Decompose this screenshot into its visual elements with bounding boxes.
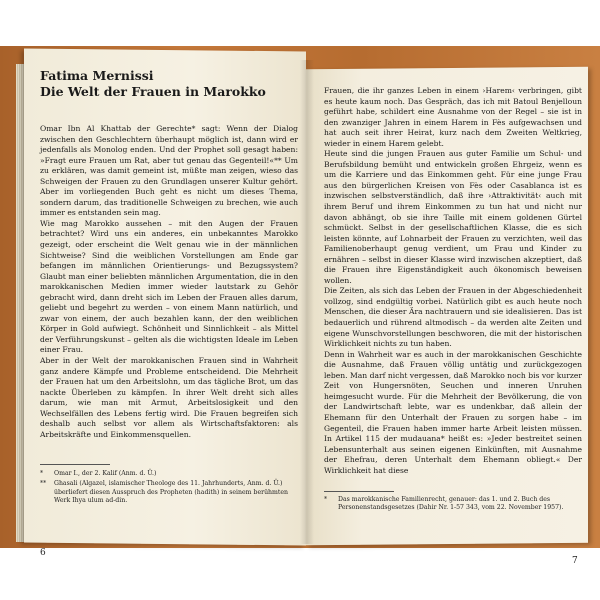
book-spine — [300, 60, 314, 544]
page-number-left: 6 — [40, 548, 46, 558]
footnote-text: Omar I., der 2. Kalif (Anm. d. Ü.) — [54, 470, 157, 477]
footnote — [40, 480, 298, 505]
footnote-text: Das marokkanische Familienrecht, genauer: das 1. und 2. Buch des Personenstandsgesetzes (Dahir Nr. 1-57 343, vom 22. November 1957). — [338, 496, 564, 512]
paragraph: Die Zeiten, als sich das Leben der Frauen in der Abgeschiedenheit vollzog, sind endgültig vorbei. Natürlich gibt es auch heute noch Menschen, die dieser Ära nachtrauern und sie idealisieren. Das ist bedauerlich und rührend altmodisch – da werden alte Zeiten und eigene Wunschvorstellungen beschworen, die mit der historischen Wirklichkeit nichts zu tun haben. — [324, 286, 582, 349]
right-page-content — [324, 86, 582, 476]
paragraph: Wie mag Marokko aussehen – mit den Augen der Frauen betrachtet? Wird uns ein anderes, ein unbekanntes Marokko gezeigt, oder erscheint die Welt genau wie in der männlichen Sichtweise? Sind die weiblichen Vorstellungen am Ende gar befangen im männlichen Orientierungs- und Bezugssystem? Glaubt man einer beliebten männlichen Argumentation, die in den marokkanischen Medien immer wieder lautstark zu Gehör gebracht wird, dann dreht sich im Leben der Frauen alles darum, geliebt und begehrt zu werden – von einem Mann natürlich, und zwar von einem, der auch bezahlen kann, der den weiblichen Körper in Gold aufwiegt. Schönheit und Sinnlichkeit – als Mittel der Verführungskunst – gelten als die wichtigsten Ideale im Leben einer Frau. — [40, 218, 298, 355]
paragraph: Aber in der Welt der marokkanischen Frauen sind in Wahrheit ganz andere Kämpfe und Probleme entscheidend. Die Mehrheit der Frauen hat um den Arbeitslohn, um das tägliche Brot, um das nackte Überleben zu kämpfen. In ihrer Welt dreht sich alles darum, wie man mit Armut, Arbeitslosigkeit und den Wechselfällen des Lebens fertig wird. Die Frauen begreifen sich deshalb auch selbst vor allem als Wirtschaftsfaktoren: als Arbeitskräfte und Einkommensquellen. — [40, 356, 298, 439]
footnote-rule — [324, 491, 394, 492]
footnote — [40, 470, 298, 478]
chapter-title: Die Welt der Frauen in Marokko — [40, 84, 266, 99]
right-body-text — [324, 86, 582, 476]
open-book — [10, 50, 588, 566]
footnote-rule — [40, 464, 110, 465]
left-footnotes — [40, 470, 298, 508]
footnote-mark: * — [324, 496, 328, 503]
footnote-text: Ghasali (Algazel, islamischer Theologe des 11. Jahrhunderts, Anm. d. Ü.) überliefert diesen Ausspruch des Propheten (hadith) in seinem berühmten Werk Ihya ulum ad-din. — [54, 480, 289, 505]
paragraph: Denn in Wahrheit war es auch in der marokkanischen Geschichte die Ausnahme, daß Frauen völlig untätig und zurückgezogen leben. Man darf nicht vergessen, daß Marokko noch bis vor kurzer Zeit von Hungersnöten, Seuchen und inneren Unruhen heimgesucht wurde. Für die Mehrheit der Bevölkerung, die von der Landwirtschaft lebte, war es undenkbar, daß allein der Ehemann für den Unterhalt der Frauen zu sorgen habe – im Gegenteil, die Frauen haben immer harte Arbeit leisten müssen. In Artikel 115 der mudauana* heißt es: »Jeder bestreitet seinen Lebensunterhalt aus seinen eigenen Einkünften, mit Ausnahme der Ehefrau, deren Unterhalt dem Ehemann obliegt.« Der Wirklichkeit hat diese — [324, 349, 582, 475]
paragraph: Heute sind die jungen Frauen aus guter Familie um Schul- und Berufsbildung bemüht und entwickeln großen Ehrgeiz, wenn es um die Karriere und das Einkommen geht. Für eine junge Frau aus den bürgerlichen Kreisen von Fès oder Casablanca ist es inzwischen selbstverständlich, daß ihre ›Attraktivität‹ auch mit ihrem Beruf und ihrem Einkommen zu tun hat und nicht nur davon abhängt, ob sie ihre Taille mit einem goldenen Gürtel schmückt. Selbst in der gesellschaftlichen Klasse, die es sich leisten könnte, auf Lohnarbeit der Frauen zu verzichten, weil das Familienoberhaupt genug verdient, um Frau und Kinder zu ernähren – selbst in dieser Klasse wird inzwischen akzeptiert, daß die Frauen ihre Eigenständigkeit auch ökonomisch beweisen wollen. — [324, 149, 582, 285]
author-name: Fatima Mernissi — [40, 68, 154, 83]
left-page-content — [40, 68, 298, 440]
footnote-mark: ** — [40, 480, 47, 488]
left-body-text — [40, 124, 298, 440]
paragraph: Omar Ibn Al Khattab der Gerechte* sagt: Wenn der Dialog zwischen den Geschlechtern überhaupt möglich ist, dann wird er jedenfalls als Monolog enden. Und der Prophet soll gesagt haben: »Fragt eure Frauen um Rat, aber tut genau das Gegenteil!«** Um zu erklären, was damit gemeint ist, müßte man zeigen, wieso das Schweigen der Frauen zu den Grundlagen unserer Kultur gehört. Aber im vorliegenden Buch geht es nicht um dieses Thema, sondern darum, das traditionelle Schweigen zu brechen, wie auch immer es entstanden sein mag. — [40, 124, 298, 218]
footnote-mark: * — [40, 470, 44, 477]
page-number-right: 7 — [572, 556, 578, 566]
paragraph: Frauen, die ihr ganzes Leben in einem ›Harem‹ verbringen, gibt es heute kaum noch. Das Gespräch, das ich mit Batoul Benjelloun geführt habe, schildert eine Ausnahme von der Regel – sie ist in den zwanziger Jahren in einem Harem in Fès aufgewachsen und hat auch seit ihrer Heirat, kurz nach dem Zweiten Weltkrieg, wieder in einem Harem gelebt. — [324, 86, 582, 148]
footnote — [324, 496, 582, 513]
right-footnotes — [324, 496, 582, 515]
